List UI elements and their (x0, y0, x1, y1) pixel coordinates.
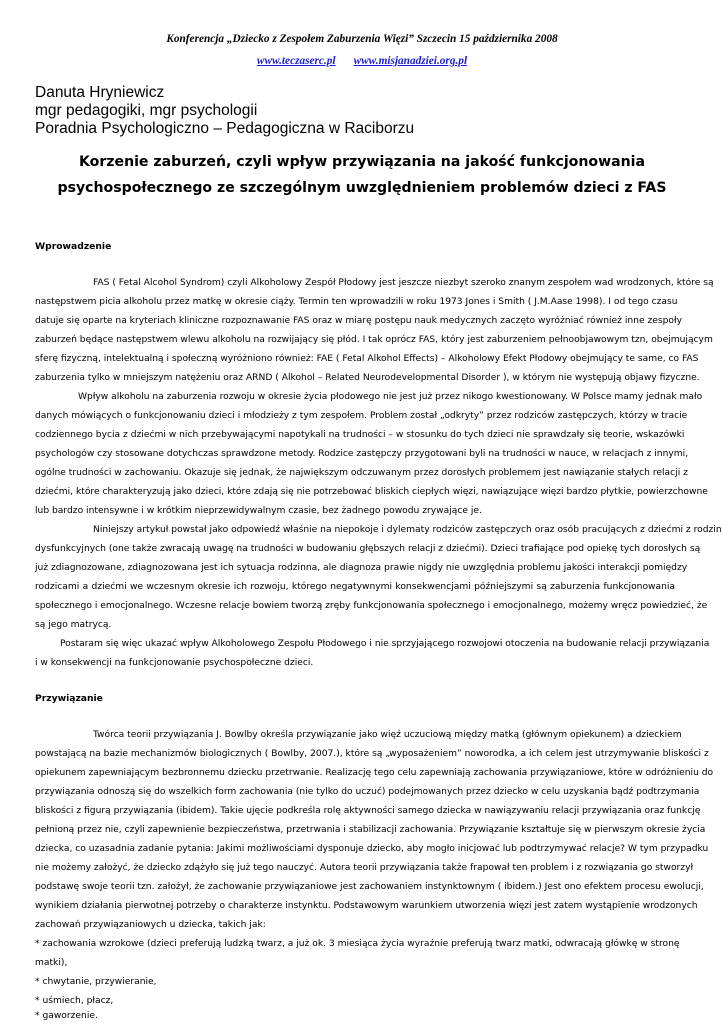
paragraph-line: Niniejszy artykuł powstał jako odpowiedź właśnie na niepokoje i dylematy rodziców zastępczych oraz osób pracujących z dziećmi z rodzin (93, 525, 722, 535)
list-item: * gaworzenie. (35, 1011, 98, 1021)
paragraph-line: lub bardzo intensywne i w krótkim nieprzewidywalnym czasie, bez żadnego powodu zrywające je. (35, 506, 482, 516)
list-item: * chwytanie, przywieranie, (35, 977, 157, 987)
paragraph-line: bliskości z figurą przywiązania (ibidem). Takie ujęcie podkreśla rolę aktywności samego dziecka w nawiązywaniu relacji przywiązania oraz funkcję (35, 806, 701, 816)
paragraph-line: podstawę swoje teorii tzn. założył, że zachowanie przywiązaniowe jest zachowaniem instynktownym ( ibidem.) Jest ono efektem procesu ewolucji, (35, 882, 704, 892)
paragraph-line: dziećmi, które charakteryzują jako dzieci, które zdają się nie potrzebować bliskich ciepłych więzi, nawiązujące więzi bardzo płytkie, powierzchowne (35, 487, 708, 497)
paragraph-line: Postaram się więc ukazać wpływ Alkoholowego Zespołu Płodowego i nie sprzyjającego rozwojowi otoczenia na budowanie relacji przywiązania (60, 639, 710, 649)
paragraph-line: zaburzeń będące następstwem wlewu alkoholu na rozwijający się płód. I tak oprócz FAS, który jest zaburzeniem pełnoobjawowym tzn, obejmującym (35, 335, 713, 345)
paragraph-line: powstającą na bazie mechanizmów biologicznych ( Bowlby, 2007.), które są „wyposażeniem” noworodka, a ich celem jest utrzymywanie bliskości z (35, 749, 709, 759)
paragraph-line: zachowań przywiązaniowych u dziecka, takich jak: (35, 920, 266, 930)
section-heading-intro: Wprowadzenie (35, 241, 112, 252)
paragraph-line: są jego matrycą. (35, 620, 112, 630)
paragraph-line: zaburzenia tylko w mniejszym natężeniu oraz ARND ( Alkohol – Related Neurodevelopmental Disorder ), w którym nie występują objawy fizyczne. (35, 373, 700, 383)
author-degree: mgr pedagogiki, mgr psychologii (35, 102, 258, 119)
paragraph-line: Twórca teorii przywiązania J. Bowlby określa przywiązanie jako więź uczuciową między matką (głównym opiekunem) a dzieckiem (93, 730, 682, 740)
paragraph-line: dziecka, co uzasadnia zadanie pytania: Jakimi możliwościami dysponuje dziecko, aby mogło inicjować lub podtrzymywać relacje? W tym przypadku (35, 844, 709, 854)
paragraph-line: sferę fizyczną, intelektualną i społeczną wyróżniono również: FAE ( Fetal Alkohol Effects) – Alkoholowy Efekt Płodowy obejmujący te same, co FAS (35, 354, 699, 364)
link-teczaserc[interactable]: www.teczaserc.pl (256, 55, 336, 67)
title-line-1: Korzenie zaburzeń, czyli wpływ przywiązania na jakość funkcjonowania (79, 154, 645, 170)
paragraph-line: dysfunkcyjnych (one także zwracają uwagę na trudności w budowaniu głębszych relacji z dziećmi). Dzieci trafiające pod opiekę tych dorosłych są (35, 544, 701, 554)
paragraph-line: nie możemy założyć, że dziecko zdążyło się już tego nauczyć. Autora teorii przywiązania także frapował ten problem i z rozwiązania go stworzył (35, 863, 694, 873)
paragraph-line: psychologów czy stosowane dotychczas sprawdzone metody. Rodzice zastępczy przygotowani byli na trudności w nauce, w relacjach z innymi, (35, 449, 689, 459)
list-item: * zachowania wzrokowe (dzieci preferują ludzką twarz, a już ok. 3 miesiąca życia wyraźnie preferują twarz matki, odwracają główkę w stronę (35, 939, 680, 949)
paragraph-line: opiekunem zapewniającym bezbronnemu dziecku przetrwanie. Realizację tego celu zapewniają zachowania przywiązaniowe, które w odróżnieniu do (35, 768, 714, 778)
title-line-2: psychospołecznego ze szczególnym uwzględnieniem problemów dzieci z FAS (57, 180, 667, 196)
paragraph-line: pełnioną przez nie, czyli zapewnienie bezpieczeństwa, przetrwania i stabilizacji zachowania. Przywiązanie kształtuje się w pierwszym okresie życia (35, 825, 706, 835)
paragraph-line: datuje się oparte na kryteriach kliniczne rozpoznawanie FAS oraz w miarę postępu nauk medycznych zaczęto wyróżniać również inne zespoły (35, 316, 682, 326)
paragraph-line: już zdiagnozowane, zdiagnozowana jest ich sytuacja rodzinna, ale diagnoza prawie nigdy nie uwzględnia problemu jakości interakcji pomiędzy (35, 563, 688, 573)
author-name: Danuta Hryniewicz (35, 84, 165, 101)
link-misjanadziei[interactable]: www.misjanadziei.org.pl (353, 55, 468, 67)
header-links (0, 55, 724, 67)
list-item: * uśmiech, płacz, (35, 996, 114, 1006)
author-institution: Poradnia Psychologiczno – Pedagogiczna w Raciborzu (35, 120, 415, 137)
list-item: matki), (35, 958, 68, 968)
conference-header: Konferencja „Dziecko z Zespołem Zaburzenia Więzi” Szczecin 15 października 2008 (166, 33, 558, 45)
paragraph-line: rodzicami a dziećmi we wczesnym okresie ich rozwoju, którego negatywnymi konsekwencjami późniejszymi są zaburzenia funkcjonowania (35, 582, 675, 592)
paragraph-line: codziennego bycia z dziećmi w nich przebywającymi napotykali na trudności – w stosunku do tych dzieci nie sprawdzały się teorie, wskazówki (35, 430, 685, 440)
paragraph-line: Wpływ alkoholu na zaburzenia rozwoju w okresie życia płodowego nie jest już przez nikogo kwestionowany. W Polsce mamy jednak mało (78, 392, 703, 402)
paragraph-line: wynikiem działania pierwotnej potrzeby o charakterze instynktu. Podstawowym warunkiem utworzenia więzi jest zatem wystąpienie wrodzonych (35, 901, 698, 911)
paragraph-line: danych mówiących o funkcjonowaniu dzieci i młodzieży z tym zespołem. Problem został „odkryty” przez rodziców zastępczych, którzy w tracie (35, 411, 688, 421)
paragraph-line: FAS ( Fetal Alcohol Syndrom) czyli Alkoholowy Zespół Płodowy jest jeszcze niezbyt szeroko znanym zespołem wad wrodzonych, które są (93, 278, 714, 288)
paragraph-line: ogólne trudności w zachowaniu. Okazuje się jednak, że największym odczuwanym przez dorosłych problemem jest nawiązanie stałych relacji z (35, 468, 688, 478)
author-block (35, 84, 414, 138)
paragraph-line: następstwem picia alkoholu przez matkę w okresie ciąży. Termin ten wprowadzili w roku 1973 Jones i Smith ( J.M.Aase 1998). I od tego czasu (35, 297, 678, 307)
section-heading-attachment: Przywiązanie (35, 693, 103, 704)
paragraph-line: społecznego i emocjonalnego. Wczesne relacje bowiem tworzą zręby funkcjonowania społecznego i emocjonalnego, możemy wręcz powiedzieć, że (35, 601, 708, 611)
paragraph-line: i w konsekwencji na funkcjonowanie psychospołeczne dzieci. (35, 658, 314, 668)
paragraph-line: przywiązania odnoszą się do wszelkich form zachowania (nie tylko do uczuć) podejmowanych przez dziecko w celu uzyskania bądź podtrzymania (35, 787, 700, 797)
